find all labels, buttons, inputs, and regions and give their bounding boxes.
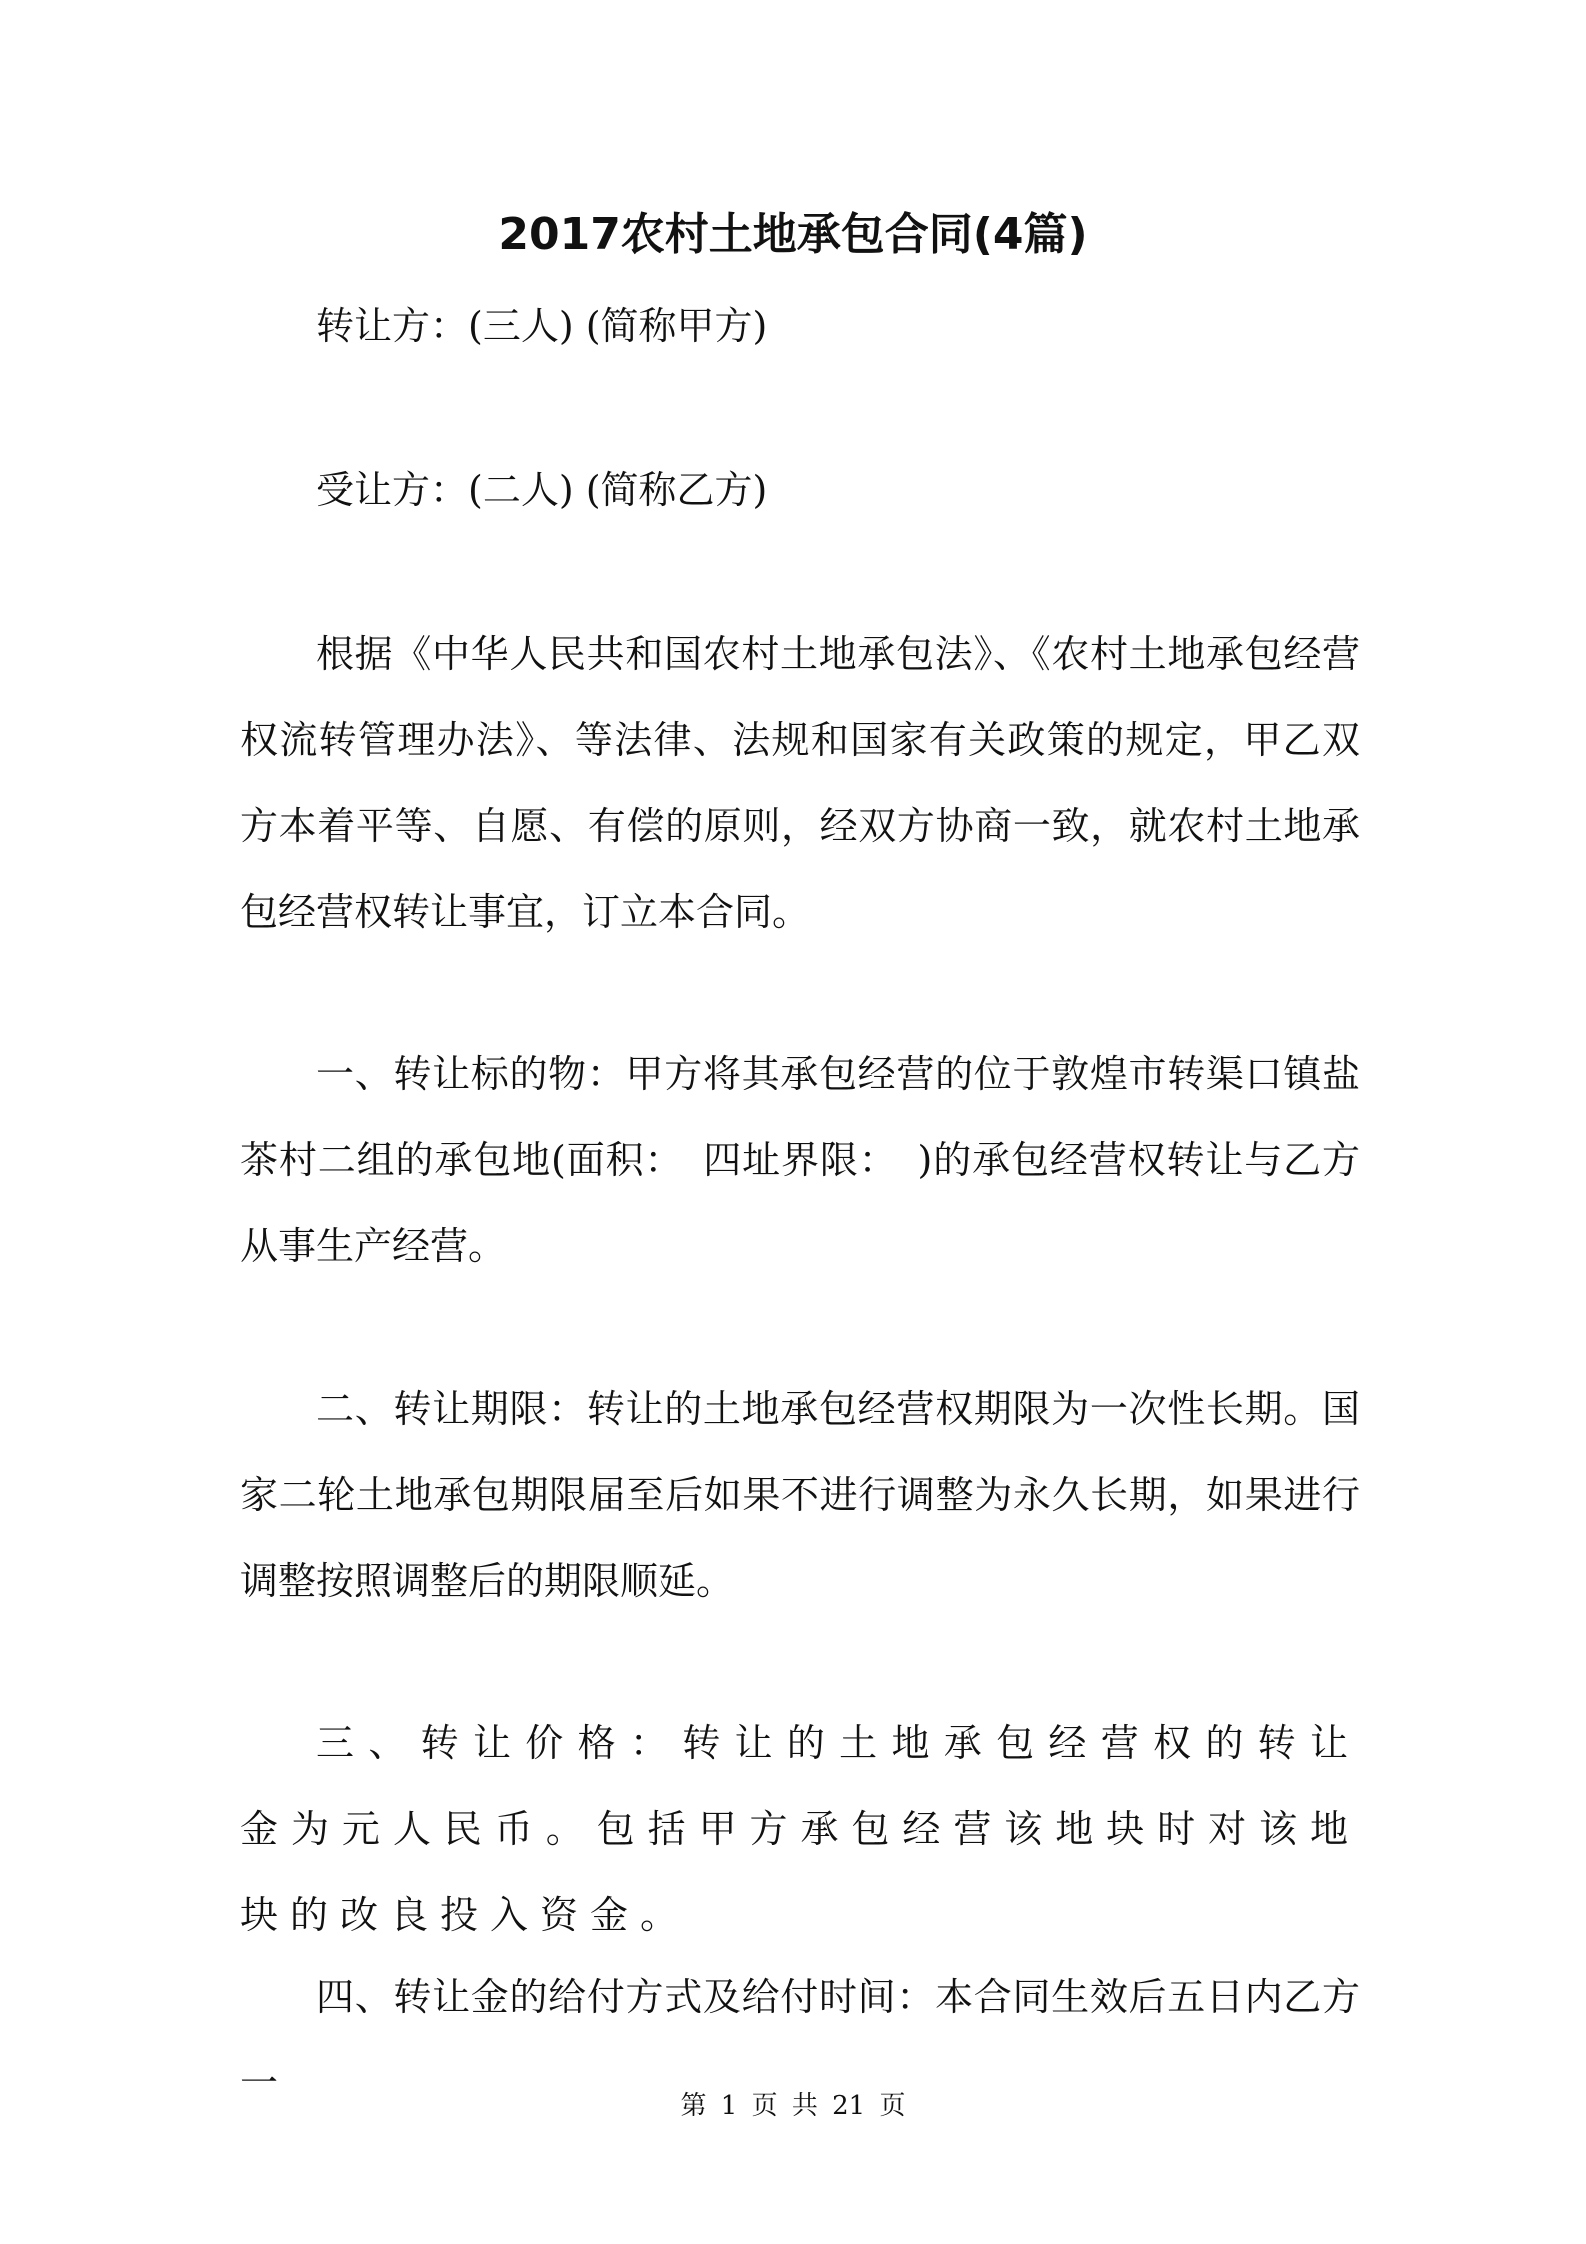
paragraph-clause-3: 三、转让价格：转让的土地承包经营权的转让金为元人民币。包括甲方承包经营该地块时对该地块的改良投入资金。 (240, 1721, 1360, 1937)
page-number: 第 1 页 共 21 页 (680, 2091, 906, 2121)
paragraph-transferor: 转让方：(三人) (简称甲方) (316, 304, 768, 348)
paragraph-transferee: 受让方：(二人) (简称乙方) (316, 468, 768, 512)
paragraph-preamble: 根据《中华人民共和国农村土地承包法》、《农村土地承包经营权流转管理办法》、等法律、法规和国家有关政策的规定，甲乙双方本着平等、自愿、有偿的原则，经双方协商一致，就农村土地承包经营权转让事宜，订立本合同。 (240, 632, 1360, 934)
document-title: 2017农村土地承包合同(4篇) (498, 209, 1088, 260)
paragraph-clause-4: 四、转让金的给付方式及给付时间：本合同生效后五日内乙方一 (240, 1975, 1360, 2105)
paragraph-clause-1: 一、转让标的物：甲方将其承包经营的位于敦煌市转渠口镇盐茶村二组的承包地(面积： 四址界限： )的承包经营权转让与乙方从事生产经营。 (240, 1052, 1360, 1268)
paragraph-clause-2: 二、转让期限：转让的土地承包经营权期限为一次性长期。国家二轮土地承包期限届至后如果不进行调整为永久长期，如果进行调整按照调整后的期限顺延。 (240, 1387, 1360, 1603)
